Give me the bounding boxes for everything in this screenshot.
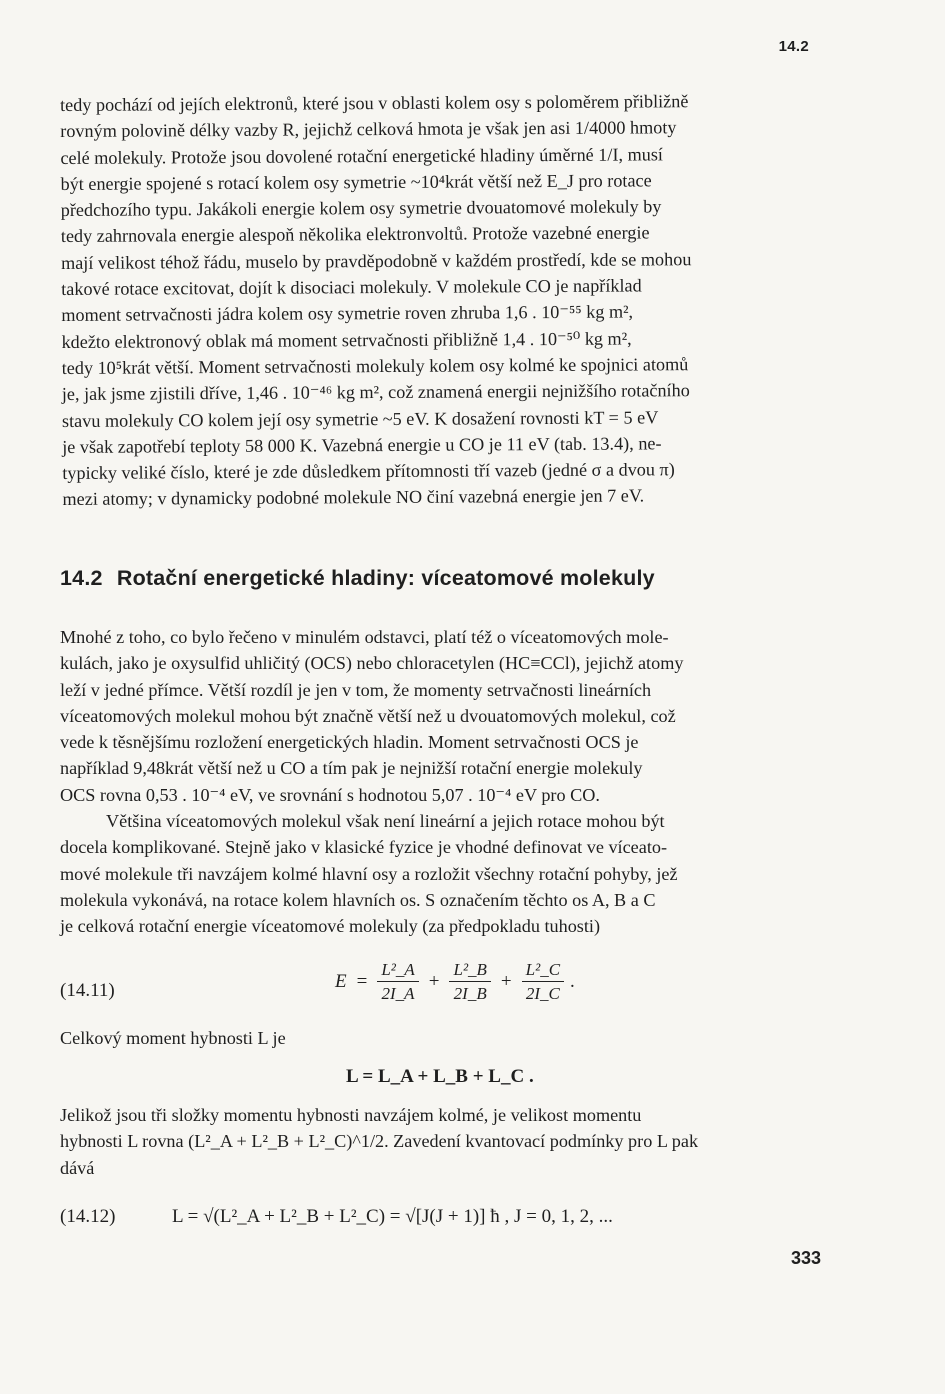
text-line: rovným polovině délky vazby R, jejichž celková hmota je však jen asi 1/4000 hmoty: [60, 117, 677, 142]
equation-number: (14.12): [60, 1206, 116, 1227]
section-heading: [60, 566, 820, 591]
text-line: Mnohé z toho, co bylo řečeno v minulém odstavci, platí též o víceatomových mole-: [60, 627, 669, 647]
text-line: je celková rotační energie víceatomové molekuly (za předpokladu tuhosti): [60, 916, 601, 937]
text-line: tedy 10⁵krát větší. Moment setrvačnosti molekuly kolem osy kolmé ke spojnici atomů: [61, 354, 689, 378]
equals-sign: =: [356, 971, 368, 992]
energy-formula: [335, 960, 575, 1004]
text-line: leží v jedné přímce. Větší rozdíl je jen v tom, že momenty setrvačnosti lineárních: [60, 679, 652, 700]
paragraph-3: [60, 808, 812, 939]
text-line: moment setrvačnosti jádra kolem osy symetrie roven zhruba 1,6 . 10⁻⁵⁵ kg m²,: [61, 301, 634, 326]
plus-sign: +: [500, 971, 512, 992]
text-line: dává: [60, 1157, 95, 1178]
text-line: mají velikost téhož řádu, muselo by pravděpodobně v každém prostředí, kde se mohou: [60, 248, 692, 273]
text-line: být energie spojené s rotací kolem osy symetrie ~10⁴krát větší než E_J pro rotace: [60, 170, 652, 194]
paragraph-4: [60, 1102, 812, 1181]
text-line: mezi atomy; v dynamicky podobné molekule NO činí vazebná energie jen 7 eV.: [62, 485, 645, 510]
fraction-term: [377, 960, 418, 1004]
text-line: například 9,48krát větší než u CO a tím pak je nejnižší rotační energie molekuly: [60, 758, 643, 779]
text-line: tedy zahrnovala energie alespoň několika elektronvoltů. Protože vazebné energie: [60, 222, 650, 247]
text-line: kdežto elektronový oblak má moment setrvačnosti přibližně 1,4 . 10⁻⁵⁰ kg m²,: [61, 328, 632, 352]
text-line: kulách, jako je oxysulfid uhličitý (OCS) nebo chloracetylen (HC≡CCl), jejichž atomy: [60, 653, 684, 674]
text-line: víceatomových molekul mohou být značně větší než u dvouatomových molekul, což: [60, 705, 676, 726]
text-line: je, jak jsme zjistili dříve, 1,46 . 10⁻⁴⁶ kg m², což znamená energii nejnižšího rotačního: [61, 380, 690, 405]
text-line: celé molekuly. Protože jsou dovolené rotační energetické hladiny úměrné 1/I, musí: [60, 143, 663, 168]
paragraph-2: [60, 624, 812, 808]
fraction-denominator: 2I_C: [525, 984, 560, 1003]
fraction-term: [522, 960, 564, 1004]
equation-number: (14.11): [60, 980, 115, 1001]
vector-sum-formula: L = L_A + L_B + L_C .: [346, 1066, 534, 1087]
plus-sign: +: [428, 971, 440, 992]
formula-end: .: [570, 971, 575, 992]
paragraph-1: [60, 87, 815, 512]
section-title: Rotační energetické hladiny: víceatomové molekuly: [116, 566, 655, 590]
text-line: stavu molekuly CO kolem její osy symetrie ~5 eV. K dosažení rovnosti kT = 5 eV: [61, 406, 659, 431]
text-line: mové molekule tři navzájem kolmé hlavní osy a rozložit všechny rotační pohyby, jež: [60, 863, 678, 884]
text-line: typicky veliké číslo, které je zde důsledkem přítomnosti tří vazeb (jedné σ a dvou π): [62, 459, 675, 484]
fraction-numerator: L²_A: [377, 960, 418, 982]
text-line: Jelikož jsou tři složky momentu hybnosti navzájem kolmé, je velikost momentu: [60, 1105, 642, 1125]
angular-momentum-text: Celkový moment hybnosti L je: [60, 1028, 286, 1048]
text-line: je však zapotřebí teploty 58 000 K. Vazebná energie u CO je 11 eV (tab. 13.4), ne-: [62, 433, 662, 457]
page-number: 333: [790, 1248, 821, 1268]
quantization-formula: L = √(L²_A + L²_B + L²_C) = √[J(J + 1)] ħ , J = 0, 1, 2, ...: [172, 1206, 613, 1227]
fraction-denominator: 2I_B: [453, 984, 487, 1003]
text-line: vede k těsnějšímu rozložení energetických hladin. Moment setrvačnosti OCS je: [60, 732, 639, 753]
text-line: předchozího typu. Jakákoli energie kolem osy symetrie dvouatomové molekuly by: [60, 196, 662, 221]
running-head: 14.2: [778, 38, 809, 55]
fraction-numerator: L²_B: [449, 960, 490, 982]
text-line: molekula vykonává, na rotace kolem hlavních os. S označením těchto os A, B a C: [60, 889, 656, 910]
equation-14-11: [60, 960, 820, 1030]
fraction-denominator: 2I_A: [381, 984, 415, 1003]
text-line: tedy pochází od jejích elektronů, které jsou v oblasti kolem osy s poloměrem přibližně: [60, 91, 689, 115]
formula-lhs: E: [335, 971, 347, 992]
fraction-numerator: L²_C: [522, 960, 564, 982]
fraction-term: [449, 960, 490, 1004]
text-line: takové rotace excitovat, dojít k disociaci molekuly. V molekule CO je například: [61, 275, 642, 300]
text-line: hybnosti L rovna (L²_A + L²_B + L²_C)^1/2. Zavedení kvantovací podmínky pro L pak: [60, 1131, 699, 1152]
text-line: docela komplikované. Stejně jako v klasické fyzice je vhodné definovat ve víceato-: [60, 837, 668, 858]
text-line: Většina víceatomových molekul však není lineární a jejich rotace mohou být: [106, 811, 665, 831]
text-line: OCS rovna 0,53 . 10⁻⁴ eV, ve srovnání s hodnotou 5,07 . 10⁻⁴ eV pro CO.: [60, 784, 600, 805]
section-number: 14.2: [60, 566, 103, 590]
